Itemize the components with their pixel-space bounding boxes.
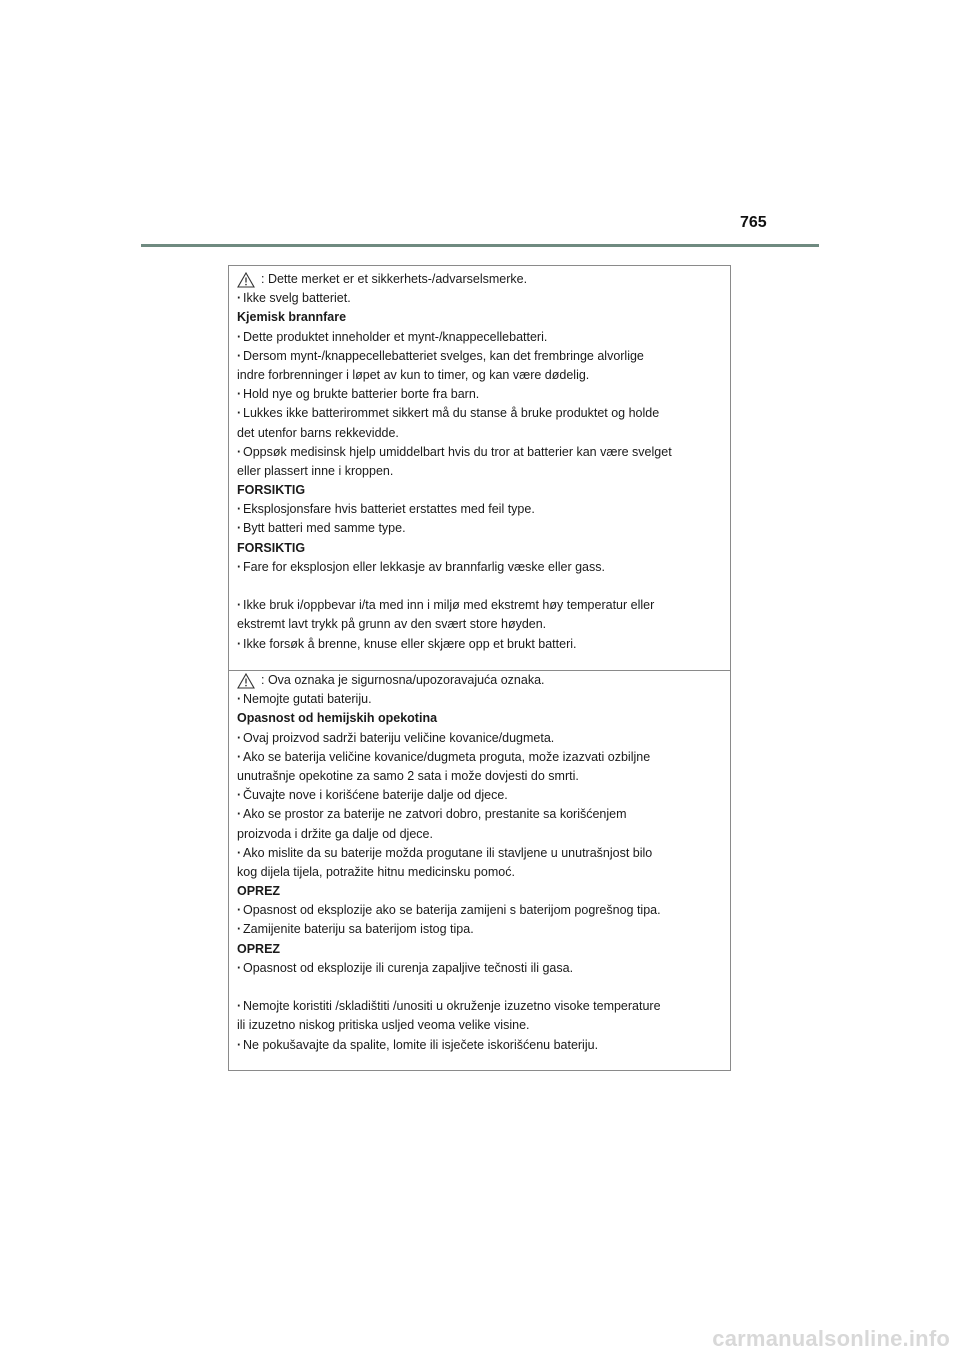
bullet-item: [237, 920, 722, 939]
text-line: [237, 424, 722, 443]
heading: [237, 882, 722, 901]
bullet-item: [237, 500, 722, 519]
battery-warning-box: [228, 265, 731, 1071]
line-text: det utenfor barns rekkevidde.: [237, 425, 399, 440]
bullet-item: [237, 959, 722, 978]
bullet-item: [237, 748, 722, 767]
line-text: FORSIKTIG: [237, 483, 306, 498]
line-text: unutrašnje opekotine za samo 2 sata i može dovjesti do smrti.: [237, 768, 579, 783]
bullet-item: [237, 404, 722, 423]
line-text: OPREZ: [237, 884, 281, 899]
bullet-item: [237, 558, 722, 577]
text-line: [237, 1016, 722, 1035]
line-text: Lukkes ikke batterirommet sikkert må du stanse å bruke produktet og holde: [243, 406, 660, 421]
line-text: indre forbrenninger i løpet av kun to timer, og kan være dødelig.: [237, 367, 590, 382]
line-text: eller plassert inne i kroppen.: [237, 463, 394, 478]
warning-label-text: : Ova oznaka je sigurnosna/upozoravajuća oznaka.: [261, 673, 545, 687]
bullet-item: [237, 786, 722, 805]
bullet-item: [237, 328, 722, 347]
text-line: [237, 366, 722, 385]
line-text: Ikke svelg batteriet.: [243, 291, 351, 306]
text-line: [237, 863, 722, 882]
line-text: Eksplosjonsfare hvis batteriet erstattes med feil type.: [243, 502, 535, 517]
bullet-item: [237, 347, 722, 366]
heading: [237, 308, 722, 327]
bullet-item: [237, 690, 722, 709]
line-text: Čuvajte nove i korišćene baterije dalje od djece.: [243, 788, 508, 803]
section-norwegian: [229, 270, 730, 654]
spacer: [237, 978, 722, 997]
line-text: Zamijenite bateriju sa baterijom istog tipa.: [243, 922, 474, 937]
bullet-item: [237, 901, 722, 920]
line-text: Ako mislite da su baterije možda progutane ili stavljene u unutrašnjost bilo: [243, 845, 653, 860]
bullet-item: [237, 443, 722, 462]
page-number: 765: [740, 214, 767, 231]
line-text: Dette produktet inneholder et mynt-/knappecellebatteri.: [243, 329, 548, 344]
line-text: Ako se prostor za baterije ne zatvori dobro, prestanite sa korišćenjem: [243, 807, 627, 822]
line-text: Ikke forsøk å brenne, knuse eller skjære opp et brukt batteri.: [243, 636, 577, 651]
bullet-item: [237, 635, 722, 654]
line-text: Nemojte koristiti /skladištiti /unositi u okruženje izuzetno visoke temperature: [243, 999, 661, 1014]
warning-triangle-icon: [237, 272, 255, 288]
warning-triangle-icon: [237, 673, 255, 689]
line-text: Dersom mynt-/knappecellebatteriet svelges, kan det frembringe alvorlige: [243, 348, 644, 363]
header-rule: [141, 244, 819, 247]
line-text: Ako se baterija veličine kovanice/dugmeta proguta, može izazvati ozbiljne: [243, 749, 651, 764]
line-text: Opasnost od eksplozije ili curenja zapaljive tečnosti ili gasa.: [243, 960, 574, 975]
line-text: Ovaj proizvod sadrži bateriju veličine kovanice/dugmeta.: [243, 730, 555, 745]
line-text: Hold nye og brukte batterier borte fra barn.: [243, 387, 480, 402]
line-text: kog dijela tijela, potražite hitnu medicinsku pomoć.: [237, 864, 515, 879]
heading: [237, 539, 722, 558]
bullet-item: [237, 729, 722, 748]
bullet-item: [237, 596, 722, 615]
bullet-item: [237, 805, 722, 824]
line-text: proizvoda i držite ga dalje od djece.: [237, 826, 433, 841]
spacer: [237, 577, 722, 596]
warning-label-line: [237, 270, 722, 289]
line-text: Kjemisk brannfare: [237, 310, 347, 325]
line-text: ekstremt lavt trykk på grunn av den svært store høyden.: [237, 617, 547, 632]
heading: [237, 940, 722, 959]
text-line: [237, 615, 722, 634]
warning-label-line: [237, 671, 722, 690]
line-text: Oppsøk medisinsk hjelp umiddelbart hvis du tror at batterier kan være svelget: [243, 444, 672, 459]
heading: [237, 481, 722, 500]
line-text: Bytt batteri med samme type.: [243, 521, 406, 536]
line-text: OPREZ: [237, 941, 281, 956]
bullet-item: [237, 1036, 722, 1055]
text-line: [237, 767, 722, 786]
line-text: Ne pokušavajte da spalite, lomite ili isječete iskorišćenu bateriju.: [243, 1037, 599, 1052]
text-line: [237, 825, 722, 844]
line-text: FORSIKTIG: [237, 540, 306, 555]
bullet-item: [237, 289, 722, 308]
line-text: Nemojte gutati bateriju.: [243, 692, 372, 707]
watermark: carmanualsonline.info: [712, 1326, 950, 1351]
bullet-item: [237, 997, 722, 1016]
line-text: Ikke bruk i/oppbevar i/ta med inn i miljø med ekstremt høy temperatur eller: [243, 598, 655, 613]
line-text: Opasnost od eksplozije ako se baterija zamijeni s baterijom pogrešnog tipa.: [243, 903, 661, 918]
heading: [237, 709, 722, 728]
line-text: ili izuzetno niskog pritiska usljed veoma velike visine.: [237, 1018, 530, 1033]
bullet-item: [237, 844, 722, 863]
section-bosnian: [229, 670, 730, 1055]
line-text: Opasnost od hemijskih opekotina: [237, 711, 438, 726]
bullet-item: [237, 519, 722, 538]
line-text: Fare for eksplosjon eller lekkasje av brannfarlig væske eller gass.: [243, 559, 605, 574]
bullet-item: [237, 385, 722, 404]
text-line: [237, 462, 722, 481]
warning-label-text: : Dette merket er et sikkerhets-/advarselsmerke.: [261, 272, 528, 286]
